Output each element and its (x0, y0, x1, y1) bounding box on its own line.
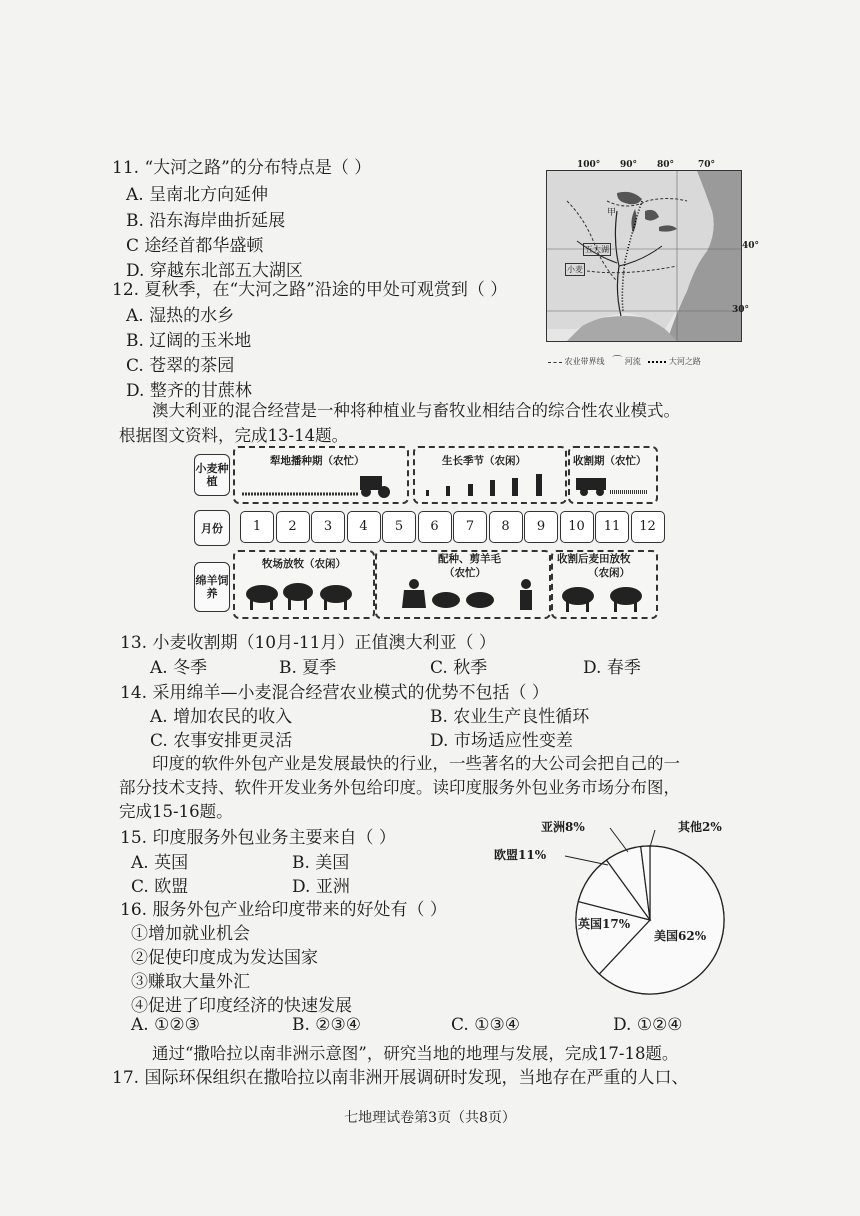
map-lon-80: 80° (657, 160, 675, 170)
tractor-sowing-illustration (240, 470, 398, 498)
q11-option-d: D. 穿越东北部五大湖区 (126, 261, 303, 281)
q16-item-3: ③赚取大量外汇 (131, 972, 250, 992)
page-footer: 七地理试卷第3页（共8页） (344, 1110, 516, 1126)
q15-option-a: A. 英国 (131, 853, 189, 873)
pie-label-asia: 亚洲8% (541, 820, 585, 834)
row-label-month: 月份 (194, 510, 230, 546)
q16-item-4: ④促进了印度经济的快速发展 (131, 996, 352, 1016)
q11-option-a: A. 呈南北方向延伸 (126, 185, 269, 205)
q15-option-b: B. 美国 (292, 853, 350, 873)
month-cell: 10 (560, 511, 594, 543)
legend-boundary-icon (548, 362, 562, 363)
q14-option-c: C. 农事安排更灵活 (150, 731, 293, 751)
map-label-great-lakes: 五大湖 (585, 245, 609, 254)
map-legend (548, 352, 701, 367)
q15-option-c: C. 欧盟 (131, 877, 189, 897)
month-cell: 4 (347, 511, 381, 543)
q16-stem: 16. 服务外包产业给印度带来的好处有（ ） (120, 900, 447, 920)
month-cell: 9 (524, 511, 558, 543)
q15-option-d: D. 亚洲 (292, 877, 350, 897)
sheep-stubble-title: 收割后麦田放牧 (557, 553, 631, 565)
pie-leader-line (650, 830, 655, 847)
stubble-grazing-illustration (556, 578, 650, 612)
pie-leader-line (565, 856, 608, 865)
q13-option-a: A. 冬季 (150, 658, 208, 678)
legend-road: 大河之路 (668, 357, 701, 366)
us-map (546, 170, 742, 342)
row-label-wheat: 小麦种植 (194, 454, 230, 496)
map-lat-30: 30° (732, 305, 750, 315)
month-cell: 7 (453, 511, 487, 543)
sheep-breeding-title: 配种、剪羊毛 (438, 553, 501, 565)
harvester-illustration (574, 474, 650, 498)
q12-option-a: A. 湿热的水乡 (126, 306, 235, 326)
q11-stem: 11. “大河之路”的分布特点是（ ） (112, 158, 372, 178)
q14-option-b: B. 农业生产良性循环 (430, 707, 590, 727)
q14-option-d: D. 市场适应性变差 (430, 731, 573, 751)
q16-option-a: A. ①②③ (131, 1015, 200, 1035)
q16-option-d: D. ①②④ (613, 1015, 683, 1035)
sheep-grazing-illustration (240, 574, 364, 612)
legend-river-icon: ⌒ (612, 356, 623, 367)
q13-stem: 13. 小麦收割期（10月-11月）正值澳大利亚（ ） (120, 633, 496, 653)
map-lat-40: 40° (742, 241, 760, 251)
wheat-harvest-title: 收割期（农忙） (573, 455, 647, 467)
q14-option-a: A. 增加农民的收入 (150, 707, 293, 727)
q13-option-b: B. 夏季 (279, 658, 337, 678)
intro-13-14-line1: 澳大利亚的混合经营是一种将种植业与畜牧业相结合的综合性农业模式。 (152, 401, 680, 420)
pie-label-uk: 英国17% (578, 917, 631, 931)
row-label-sheep: 绵羊饲养 (194, 562, 230, 612)
q11-option-c: C 途经首都华盛顿 (126, 236, 264, 256)
map-lon-100: 100° (577, 160, 601, 170)
q17-stem: 17. 国际环保组织在撒哈拉以南非洲开展调研时发现，当地存在严重的人口、 (112, 1068, 689, 1088)
intro-15-16-line1: 印度的软件外包产业是发展最快的行业，一些著名的大公司会把自己的一 (152, 754, 680, 773)
intro-17-18: 通过“撒哈拉以南非洲示意图”，研究当地的地理与发展，完成17-18题。 (152, 1044, 679, 1063)
q16-item-2: ②促使印度成为发达国家 (131, 948, 318, 968)
wheat-sowing-title: 犁地播种期（农忙） (270, 455, 365, 467)
intro-15-16-line3: 完成15-16题。 (119, 802, 233, 821)
month-cell: 12 (631, 511, 665, 543)
sheep-breeding-subtitle: （农忙） (444, 567, 486, 579)
month-cell: 2 (276, 511, 310, 543)
pie-leader-line (610, 828, 628, 852)
month-cell: 5 (382, 511, 416, 543)
q16-option-c: C. ①③④ (451, 1015, 520, 1035)
wheat-growing-title: 生长季节（农闲） (442, 455, 526, 467)
legend-road-icon (648, 361, 666, 363)
q13-option-d: D. 春季 (583, 658, 641, 678)
sheep-grazing-title: 牧场放牧（农闲） (262, 558, 346, 570)
map-label-jia: 甲 (607, 208, 617, 218)
q14-stem: 14. 采用绵羊—小麦混合经营农业模式的优势不包括（ ） (120, 683, 549, 703)
q13-option-c: C. 秋季 (430, 658, 488, 678)
us-map-drawing (547, 171, 741, 341)
q12-stem: 12. 夏秋季，在“大河之路”沿途的甲处可观赏到（ ） (112, 280, 508, 300)
q15-stem: 15. 印度服务外包业务主要来自（ ） (120, 828, 396, 848)
month-cell: 11 (595, 511, 629, 543)
intro-15-16-line2: 部分技术支持、软件开发业务外包给印度。读印度服务外包业务市场分布图， (119, 778, 680, 797)
wheat-growth-illustration (420, 470, 558, 498)
shearing-illustration (380, 578, 542, 612)
q12-option-d: D. 整齐的甘蔗林 (126, 381, 252, 401)
q12-option-c: C. 苍翠的茶园 (126, 356, 235, 376)
pie-label-usa: 美国62% (654, 929, 707, 943)
q12-option-b: B. 辽阔的玉米地 (126, 331, 252, 351)
month-cell: 1 (240, 511, 274, 543)
q16-item-1: ①增加就业机会 (131, 924, 250, 944)
month-cell: 6 (418, 511, 452, 543)
map-lon-70: 70° (698, 160, 716, 170)
intro-13-14-line2: 根据图文资料，完成13-14题。 (119, 426, 349, 445)
legend-boundary: 农业带界线 (564, 357, 605, 366)
sheep-stubble-subtitle: （农闲） (588, 567, 630, 579)
pie-label-other: 其他2% (678, 820, 722, 834)
month-cell: 3 (311, 511, 345, 543)
pie-label-eu: 欧盟11% (494, 848, 547, 862)
map-lon-90: 90° (620, 160, 638, 170)
q16-option-b: B. ②③④ (292, 1015, 362, 1035)
legend-river: 河流 (624, 357, 641, 366)
month-cell: 8 (489, 511, 523, 543)
q11-option-b: B. 沿东海岸曲折延展 (126, 211, 286, 231)
map-label-wheat: 小麦 (567, 265, 583, 274)
